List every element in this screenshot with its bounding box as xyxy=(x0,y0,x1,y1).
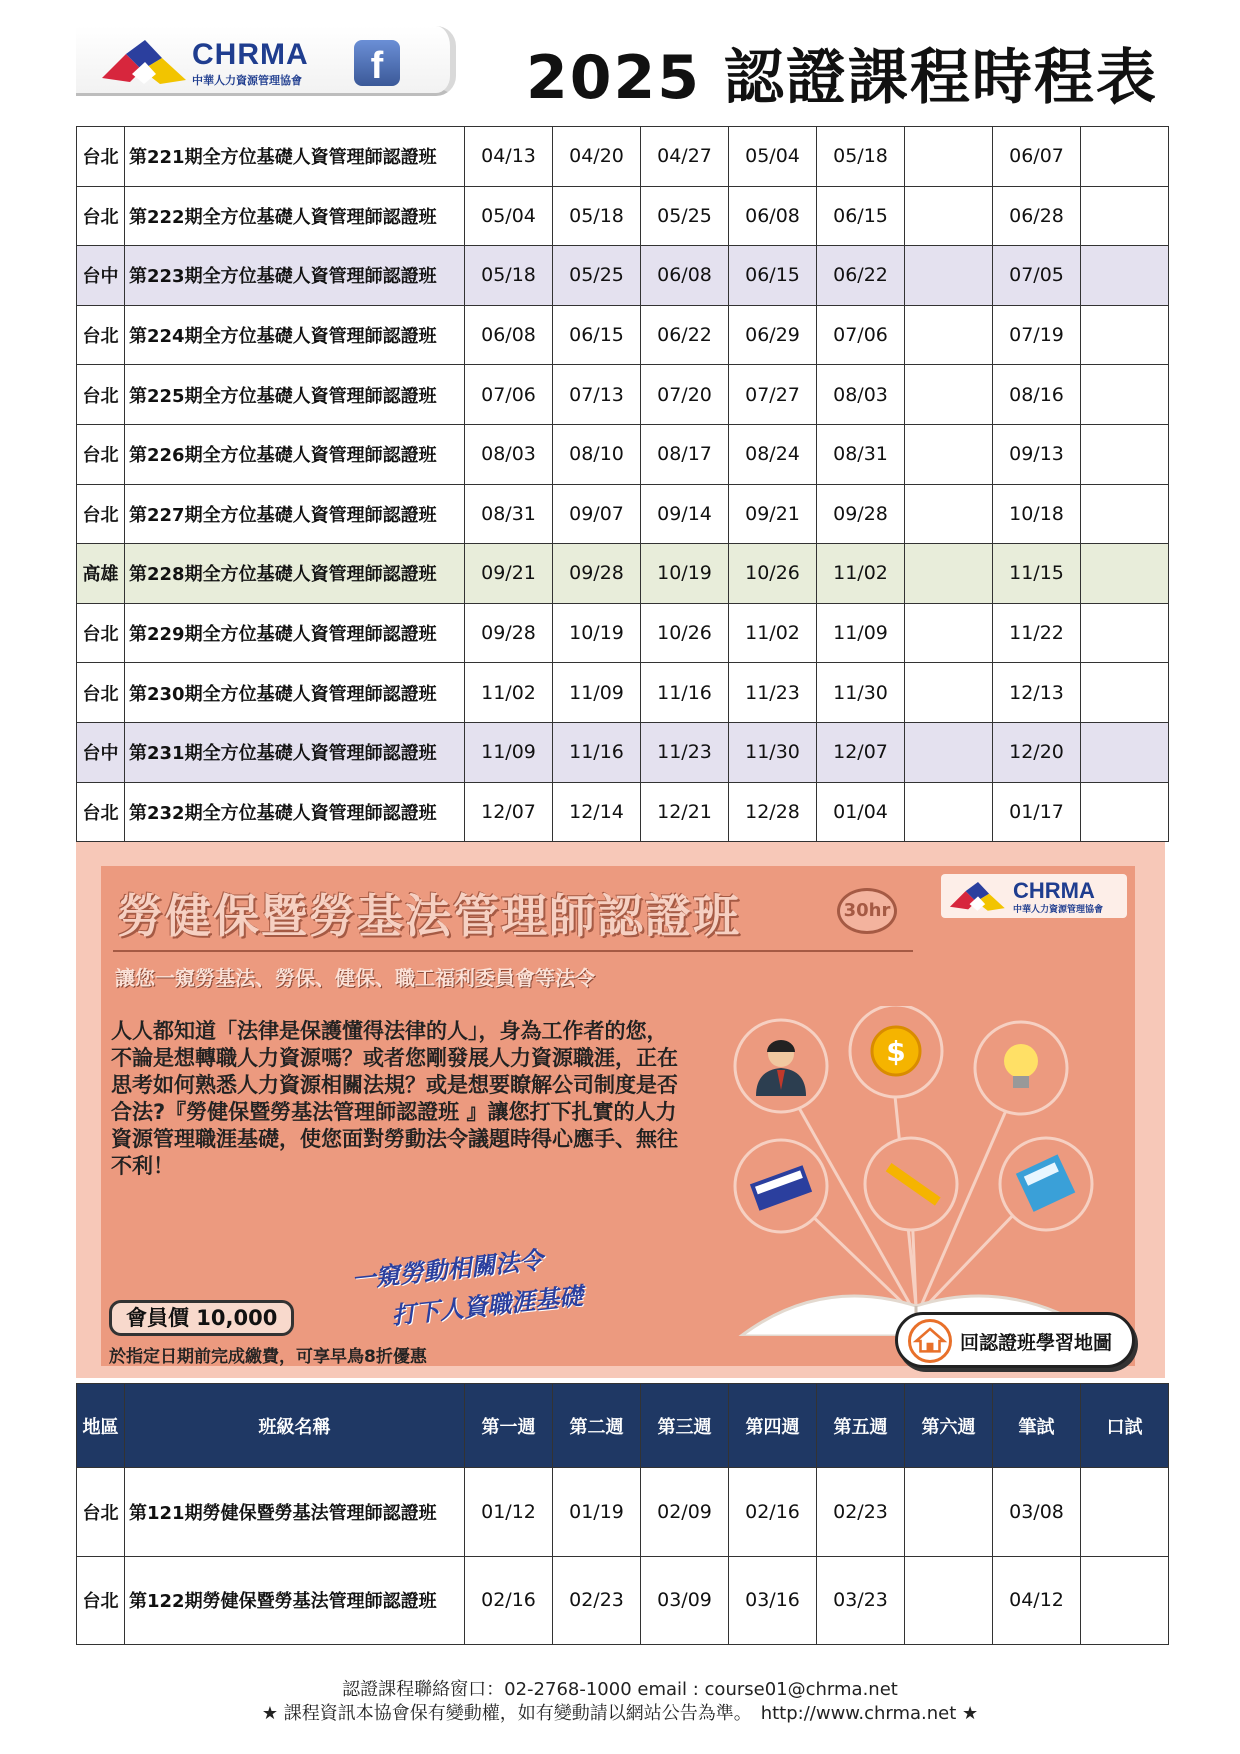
col-header-oral-exam: 口試 xyxy=(1081,1384,1169,1468)
date-cell xyxy=(905,305,993,365)
labor-law-schedule-table xyxy=(76,1383,1169,1645)
promo-title: 勞健保暨勞基法管理師認證班 xyxy=(117,889,741,943)
chrma-logo-icon xyxy=(102,40,188,86)
date-cell xyxy=(905,1468,993,1557)
date-cell: 05/18 xyxy=(817,127,905,187)
date-cell: 08/24 xyxy=(729,424,817,484)
date-cell: 08/03 xyxy=(817,365,905,425)
date-cell: 12/07 xyxy=(817,722,905,782)
promo-logo-subtext: 中華人力資源管理協會 xyxy=(1013,905,1104,915)
date-cell: 08/17 xyxy=(641,424,729,484)
date-cell xyxy=(905,603,993,663)
date-cell xyxy=(1081,544,1169,604)
date-cell xyxy=(905,782,993,842)
date-cell: 04/27 xyxy=(641,127,729,187)
logo-banner[interactable] xyxy=(76,26,456,96)
region-cell: 台北 xyxy=(77,305,125,365)
date-cell xyxy=(1081,603,1169,663)
date-cell xyxy=(905,365,993,425)
table-row xyxy=(77,1556,1169,1645)
date-cell xyxy=(1081,246,1169,306)
date-cell: 05/04 xyxy=(729,127,817,187)
region-cell: 台北 xyxy=(77,186,125,246)
date-cell: 12/28 xyxy=(729,782,817,842)
contact-line: 認證課程聯絡窗口：02-2768-1000 email : course01@chrma.net xyxy=(342,1679,898,1700)
date-cell: 11/02 xyxy=(465,663,553,723)
date-cell xyxy=(905,722,993,782)
date-cell: 03/08 xyxy=(993,1468,1081,1557)
table-row xyxy=(77,246,1169,306)
date-cell: 11/16 xyxy=(641,663,729,723)
date-cell: 08/31 xyxy=(817,424,905,484)
date-cell: 08/10 xyxy=(553,424,641,484)
date-cell xyxy=(905,424,993,484)
date-cell: 06/22 xyxy=(817,246,905,306)
date-cell xyxy=(905,246,993,306)
date-cell: 01/19 xyxy=(553,1468,641,1557)
date-cell xyxy=(905,1556,993,1645)
promo-divider xyxy=(113,950,913,952)
learning-map-label: 回認證班學習地圖 xyxy=(960,1332,1113,1354)
date-cell: 06/15 xyxy=(729,246,817,306)
date-cell: 02/23 xyxy=(553,1556,641,1645)
date-cell xyxy=(1081,424,1169,484)
date-cell: 09/21 xyxy=(465,544,553,604)
date-cell: 06/07 xyxy=(993,127,1081,187)
region-cell: 高雄 xyxy=(77,544,125,604)
date-cell: 11/09 xyxy=(553,663,641,723)
promo-description: 人人都知道「法律是保護懂得法律的人」，身為工作者的您，不論是想轉職人力資源嗎？或者您剛發展人力資源職涯，正在思考如何熟悉人力資源相關法規？或是想要瞭解公司制度是否合法?『勞健保暨勞基法管理師認證班 』讓您打下扎實的人力資源管理職涯基礎，使您面對勞動法令議題時得心應手、無往不利！ xyxy=(111,1019,678,1178)
promo-logo-text: CHRMA xyxy=(1013,878,1095,903)
date-cell: 02/16 xyxy=(465,1556,553,1645)
col-header-week4: 第四週 xyxy=(729,1384,817,1468)
date-cell: 06/08 xyxy=(465,305,553,365)
date-cell: 05/18 xyxy=(553,186,641,246)
date-cell: 05/25 xyxy=(641,186,729,246)
date-cell xyxy=(1081,782,1169,842)
class-name-cell: 第224期全方位基礎人資管理師認證班 xyxy=(125,305,465,365)
date-cell: 07/06 xyxy=(465,365,553,425)
learning-map-button[interactable] xyxy=(895,1312,1135,1368)
class-name-cell: 第231期全方位基礎人資管理師認證班 xyxy=(125,722,465,782)
date-cell: 08/16 xyxy=(993,365,1081,425)
date-cell: 01/17 xyxy=(993,782,1081,842)
date-cell: 07/05 xyxy=(993,246,1081,306)
date-cell: 07/27 xyxy=(729,365,817,425)
promo-logo xyxy=(941,874,1127,918)
region-cell: 台北 xyxy=(77,603,125,663)
class-name-cell: 第230期全方位基礎人資管理師認證班 xyxy=(125,663,465,723)
promo-illustration xyxy=(701,1006,1131,1336)
table-row xyxy=(77,484,1169,544)
date-cell: 11/23 xyxy=(729,663,817,723)
date-cell xyxy=(1081,365,1169,425)
date-cell xyxy=(1081,484,1169,544)
date-cell: 11/30 xyxy=(817,663,905,723)
date-cell: 11/02 xyxy=(817,544,905,604)
table-row xyxy=(77,544,1169,604)
region-cell: 台北 xyxy=(77,663,125,723)
date-cell: 09/13 xyxy=(993,424,1081,484)
home-icon xyxy=(908,1319,952,1363)
date-cell: 01/04 xyxy=(817,782,905,842)
col-header-week3: 第三週 xyxy=(641,1384,729,1468)
labor-law-promo-banner xyxy=(76,842,1165,1378)
col-header-week5: 第五週 xyxy=(817,1384,905,1468)
date-cell xyxy=(1081,722,1169,782)
date-cell: 06/15 xyxy=(817,186,905,246)
date-cell: 03/23 xyxy=(817,1556,905,1645)
col-header-written-exam: 筆試 xyxy=(993,1384,1081,1468)
date-cell: 12/20 xyxy=(993,722,1081,782)
region-cell: 台北 xyxy=(77,1468,125,1557)
date-cell: 01/12 xyxy=(465,1468,553,1557)
table-row xyxy=(77,305,1169,365)
date-cell: 11/15 xyxy=(993,544,1081,604)
date-cell: 05/18 xyxy=(465,246,553,306)
hr-manager-schedule-table xyxy=(76,126,1169,842)
date-cell: 10/19 xyxy=(553,603,641,663)
date-cell xyxy=(1081,663,1169,723)
class-name-cell: 第122期勞健保暨勞基法管理師認證班 xyxy=(125,1556,465,1645)
col-header-week1: 第一週 xyxy=(465,1384,553,1468)
date-cell: 06/29 xyxy=(729,305,817,365)
date-cell: 08/31 xyxy=(465,484,553,544)
class-name-cell: 第232期全方位基礎人資管理師認證班 xyxy=(125,782,465,842)
region-cell: 台中 xyxy=(77,246,125,306)
class-name-cell: 第223期全方位基礎人資管理師認證班 xyxy=(125,246,465,306)
date-cell: 09/28 xyxy=(553,544,641,604)
date-cell: 04/20 xyxy=(553,127,641,187)
date-cell: 07/19 xyxy=(993,305,1081,365)
date-cell: 05/04 xyxy=(465,186,553,246)
class-name-cell: 第226期全方位基礎人資管理師認證班 xyxy=(125,424,465,484)
table-row xyxy=(77,1468,1169,1557)
date-cell xyxy=(1081,305,1169,365)
date-cell: 11/22 xyxy=(993,603,1081,663)
table-row xyxy=(77,365,1169,425)
date-cell xyxy=(1081,127,1169,187)
promo-slogan-2: 打下人資職涯基礎 xyxy=(390,1282,585,1330)
region-cell: 台北 xyxy=(77,782,125,842)
date-cell: 02/09 xyxy=(641,1468,729,1557)
date-cell: 08/03 xyxy=(465,424,553,484)
date-cell: 06/08 xyxy=(729,186,817,246)
date-cell: 09/28 xyxy=(817,484,905,544)
date-cell: 07/06 xyxy=(817,305,905,365)
date-cell: 09/21 xyxy=(729,484,817,544)
date-cell: 10/18 xyxy=(993,484,1081,544)
date-cell: 04/12 xyxy=(993,1556,1081,1645)
col-header-class: 班級名稱 xyxy=(125,1384,465,1468)
date-cell: 11/09 xyxy=(817,603,905,663)
date-cell: 09/07 xyxy=(553,484,641,544)
class-name-cell: 第229期全方位基礎人資管理師認證班 xyxy=(125,603,465,663)
class-name-cell: 第222期全方位基礎人資管理師認證班 xyxy=(125,186,465,246)
date-cell: 06/28 xyxy=(993,186,1081,246)
table-row xyxy=(77,186,1169,246)
table-row xyxy=(77,603,1169,663)
date-cell xyxy=(1081,1556,1169,1645)
table-header-row xyxy=(77,1384,1169,1468)
logo-subtext: 中華人力資源管理協會 xyxy=(192,74,302,87)
date-cell: 06/22 xyxy=(641,305,729,365)
facebook-icon[interactable]: f xyxy=(354,40,400,86)
date-cell: 10/26 xyxy=(641,603,729,663)
date-cell: 12/21 xyxy=(641,782,729,842)
region-cell: 台北 xyxy=(77,424,125,484)
date-cell: 09/28 xyxy=(465,603,553,663)
date-cell: 11/30 xyxy=(729,722,817,782)
page-footer xyxy=(0,1678,1240,1726)
region-cell: 台北 xyxy=(77,365,125,425)
date-cell: 02/16 xyxy=(729,1468,817,1557)
date-cell xyxy=(905,186,993,246)
date-cell: 03/09 xyxy=(641,1556,729,1645)
table-row xyxy=(77,722,1169,782)
date-cell: 12/07 xyxy=(465,782,553,842)
logo-text: CHRMA xyxy=(192,38,309,71)
hours-badge: 30hr xyxy=(837,888,897,934)
class-name-cell: 第121期勞健保暨勞基法管理師認證班 xyxy=(125,1468,465,1557)
table-row xyxy=(77,782,1169,842)
date-cell: 05/25 xyxy=(553,246,641,306)
svg-text:$: $ xyxy=(886,1035,906,1068)
page-title: 2025 認證課程時程表 xyxy=(526,43,1158,113)
date-cell: 07/20 xyxy=(641,365,729,425)
date-cell: 07/13 xyxy=(553,365,641,425)
class-name-cell: 第221期全方位基礎人資管理師認證班 xyxy=(125,127,465,187)
col-header-region: 地區 xyxy=(77,1384,125,1468)
date-cell: 12/14 xyxy=(553,782,641,842)
date-cell xyxy=(905,127,993,187)
table-row xyxy=(77,663,1169,723)
chrma-logo-small-icon xyxy=(949,882,1007,912)
date-cell: 02/23 xyxy=(817,1468,905,1557)
date-cell: 11/16 xyxy=(553,722,641,782)
promo-subtitle: 讓您一窺勞基法、勞保、健保、職工福利委員會等法令 xyxy=(115,966,595,990)
promo-slogan-1: 一窺勞動相關法令 xyxy=(350,1246,545,1294)
date-cell: 11/02 xyxy=(729,603,817,663)
class-name-cell: 第227期全方位基礎人資管理師認證班 xyxy=(125,484,465,544)
col-header-week2: 第二週 xyxy=(553,1384,641,1468)
date-cell xyxy=(905,484,993,544)
promo-panel xyxy=(101,866,1135,1366)
region-cell: 台北 xyxy=(77,484,125,544)
date-cell: 10/19 xyxy=(641,544,729,604)
date-cell xyxy=(1081,186,1169,246)
table-row xyxy=(77,127,1169,187)
notice-line: ★ 課程資訊本協會保有變動權，如有變動請以網站公告為準。 http://www.chrma.net ★ xyxy=(261,1703,979,1724)
class-name-cell: 第225期全方位基礎人資管理師認證班 xyxy=(125,365,465,425)
table-row xyxy=(77,424,1169,484)
date-cell: 12/13 xyxy=(993,663,1081,723)
date-cell: 09/14 xyxy=(641,484,729,544)
region-cell: 台北 xyxy=(77,127,125,187)
date-cell: 10/26 xyxy=(729,544,817,604)
date-cell xyxy=(905,544,993,604)
date-cell: 06/08 xyxy=(641,246,729,306)
date-cell xyxy=(1081,1468,1169,1557)
member-price-badge: 會員價 10,000 xyxy=(109,1300,294,1336)
date-cell: 11/09 xyxy=(465,722,553,782)
date-cell: 06/15 xyxy=(553,305,641,365)
region-cell: 台中 xyxy=(77,722,125,782)
page-header xyxy=(76,26,1166,113)
date-cell: 11/23 xyxy=(641,722,729,782)
class-name-cell: 第228期全方位基礎人資管理師認證班 xyxy=(125,544,465,604)
date-cell: 03/16 xyxy=(729,1556,817,1645)
region-cell: 台北 xyxy=(77,1556,125,1645)
early-bird-note: 於指定日期前完成繳費，可享早鳥8折優惠 xyxy=(109,1347,427,1367)
date-cell xyxy=(905,663,993,723)
date-cell: 04/13 xyxy=(465,127,553,187)
col-header-week6: 第六週 xyxy=(905,1384,993,1468)
